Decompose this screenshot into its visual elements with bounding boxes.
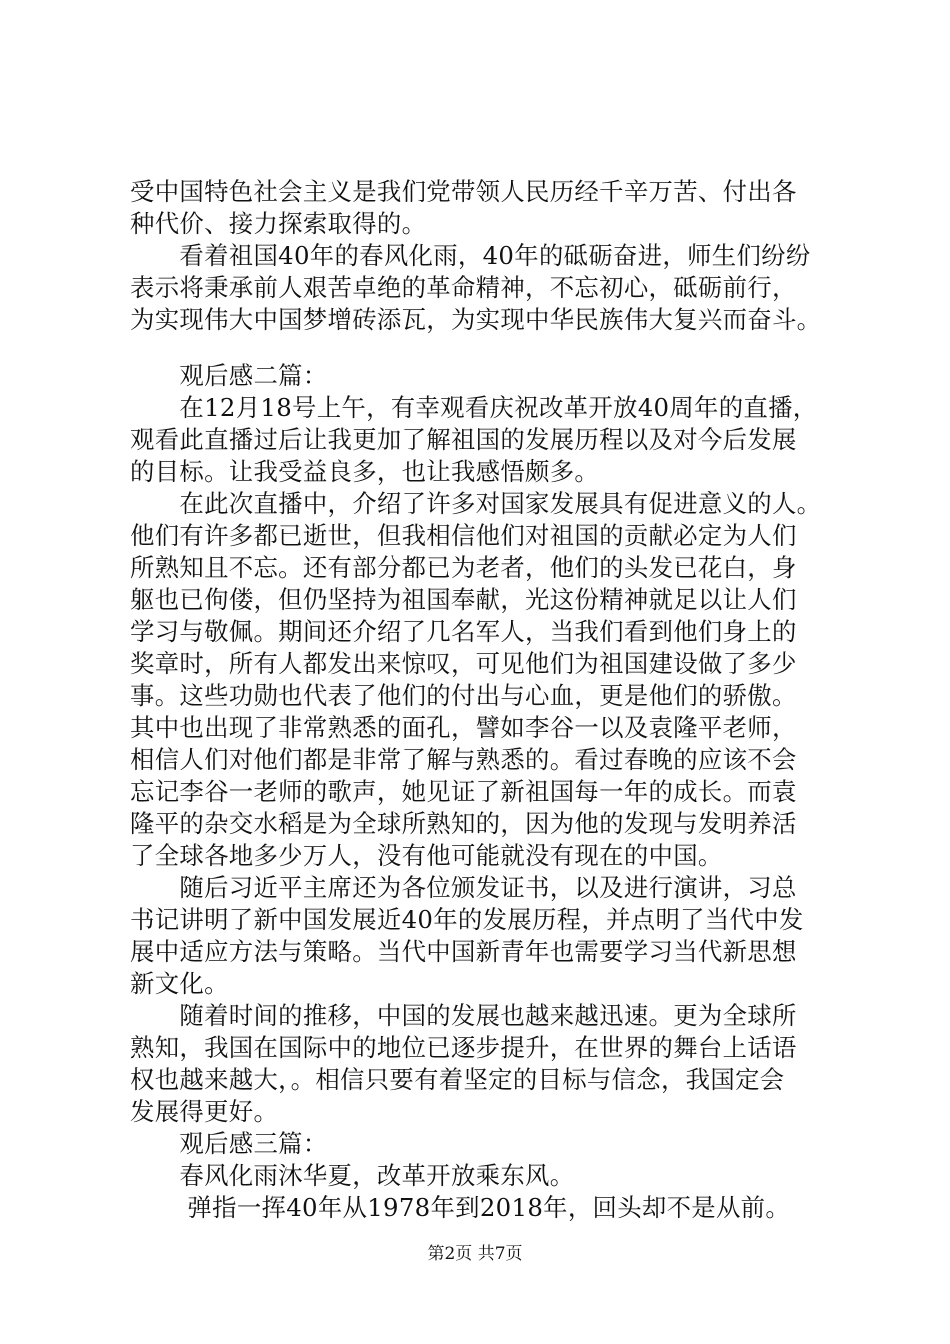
text-line: 他们有许多都已逝世，但我相信他们对祖国的贡献必定为人们 <box>130 521 797 550</box>
text-line: 观看此直播过后让我更加了解祖国的发展历程以及对今后发展 <box>130 425 797 454</box>
text-line: 弹指一挥40年从1978年到2018年，回头却不是从前。 <box>130 1193 791 1222</box>
text-line: 随着时间的推移，中国的发展也越来越迅速。更为全球所 <box>130 1001 797 1030</box>
text-line: 看着祖国40年的春风化雨，40年的砥砺奋进，师生们纷纷 <box>130 241 811 270</box>
text-line: 展中适应方法与策略。当代中国新青年也需要学习当代新思想 <box>130 937 797 966</box>
page-footer: 第2页 共7页 <box>427 1244 523 1264</box>
text-line: 的目标。让我受益良多，也让我感悟颇多。 <box>130 457 600 486</box>
text-line: 学习与敬佩。期间还介绍了几名军人，当我们看到他们身上的 <box>130 617 797 646</box>
section-heading: 观后感三篇： <box>130 1129 328 1158</box>
text-line: 隆平的杂交水稻是为全球所熟知的，因为他的发现与发明养活 <box>130 809 797 838</box>
section-heading: 观后感二篇： <box>130 361 328 390</box>
text-line: 种代价、接力探索取得的。 <box>130 209 427 238</box>
text-line: 奖章时，所有人都发出来惊叹，可见他们为祖国建设做了多少 <box>130 649 797 678</box>
text-line: 春风化雨沐华夏，改革开放乘东风。 <box>130 1161 575 1190</box>
text-line: 其中也出现了非常熟悉的面孔，譬如李谷一以及袁隆平老师， <box>130 713 797 742</box>
text-line: 在12月18号上午，有幸观看庆祝改革开放40周年的直播， <box>130 393 818 422</box>
text-line: 熟知，我国在国际中的地位已逐步提升，在世界的舞台上话语 <box>130 1033 797 1062</box>
text-line: 随后习近平主席还为各位颁发证书，以及进行演讲，习总 <box>130 873 797 902</box>
text-line: 忘记李谷一老师的歌声，她见证了新祖国每一年的成长。而袁 <box>130 777 797 806</box>
text-line: 表示将秉承前人艰苦卓绝的革命精神，不忘初心，砥砺前行， <box>130 273 797 302</box>
text-line: 事。这些功勋也代表了他们的付出与心血，更是他们的骄傲。 <box>130 681 797 710</box>
text-line: 受中国特色社会主义是我们党带领人民历经千辛万苦、付出各 <box>130 177 797 206</box>
text-line: 为实现伟大中国梦增砖添瓦，为实现中华民族伟大复兴而奋斗。 <box>130 305 822 334</box>
text-line: 发展得更好。 <box>130 1097 279 1126</box>
text-line: 书记讲明了新中国发展近40年的发展历程，并点明了当代中发 <box>130 905 804 934</box>
text-line: 躯也已佝偻，但仍坚持为祖国奉献，光这份精神就足以让人们 <box>130 585 797 614</box>
text-line: 相信人们对他们都是非常了解与熟悉的。看过春晚的应该不会 <box>130 745 797 774</box>
text-line: 在此次直播中，介绍了许多对国家发展具有促进意义的人。 <box>130 489 822 518</box>
text-line: 权也越来越大，。相信只要有着坚定的目标与信念，我国定会 <box>130 1065 785 1094</box>
text-line: 所熟知且不忘。还有部分都已为老者，他们的头发已花白，身 <box>130 553 797 582</box>
text-line: 了全球各地多少万人，没有他可能就没有现在的中国。 <box>130 841 723 870</box>
text-line: 新文化。 <box>130 969 229 998</box>
